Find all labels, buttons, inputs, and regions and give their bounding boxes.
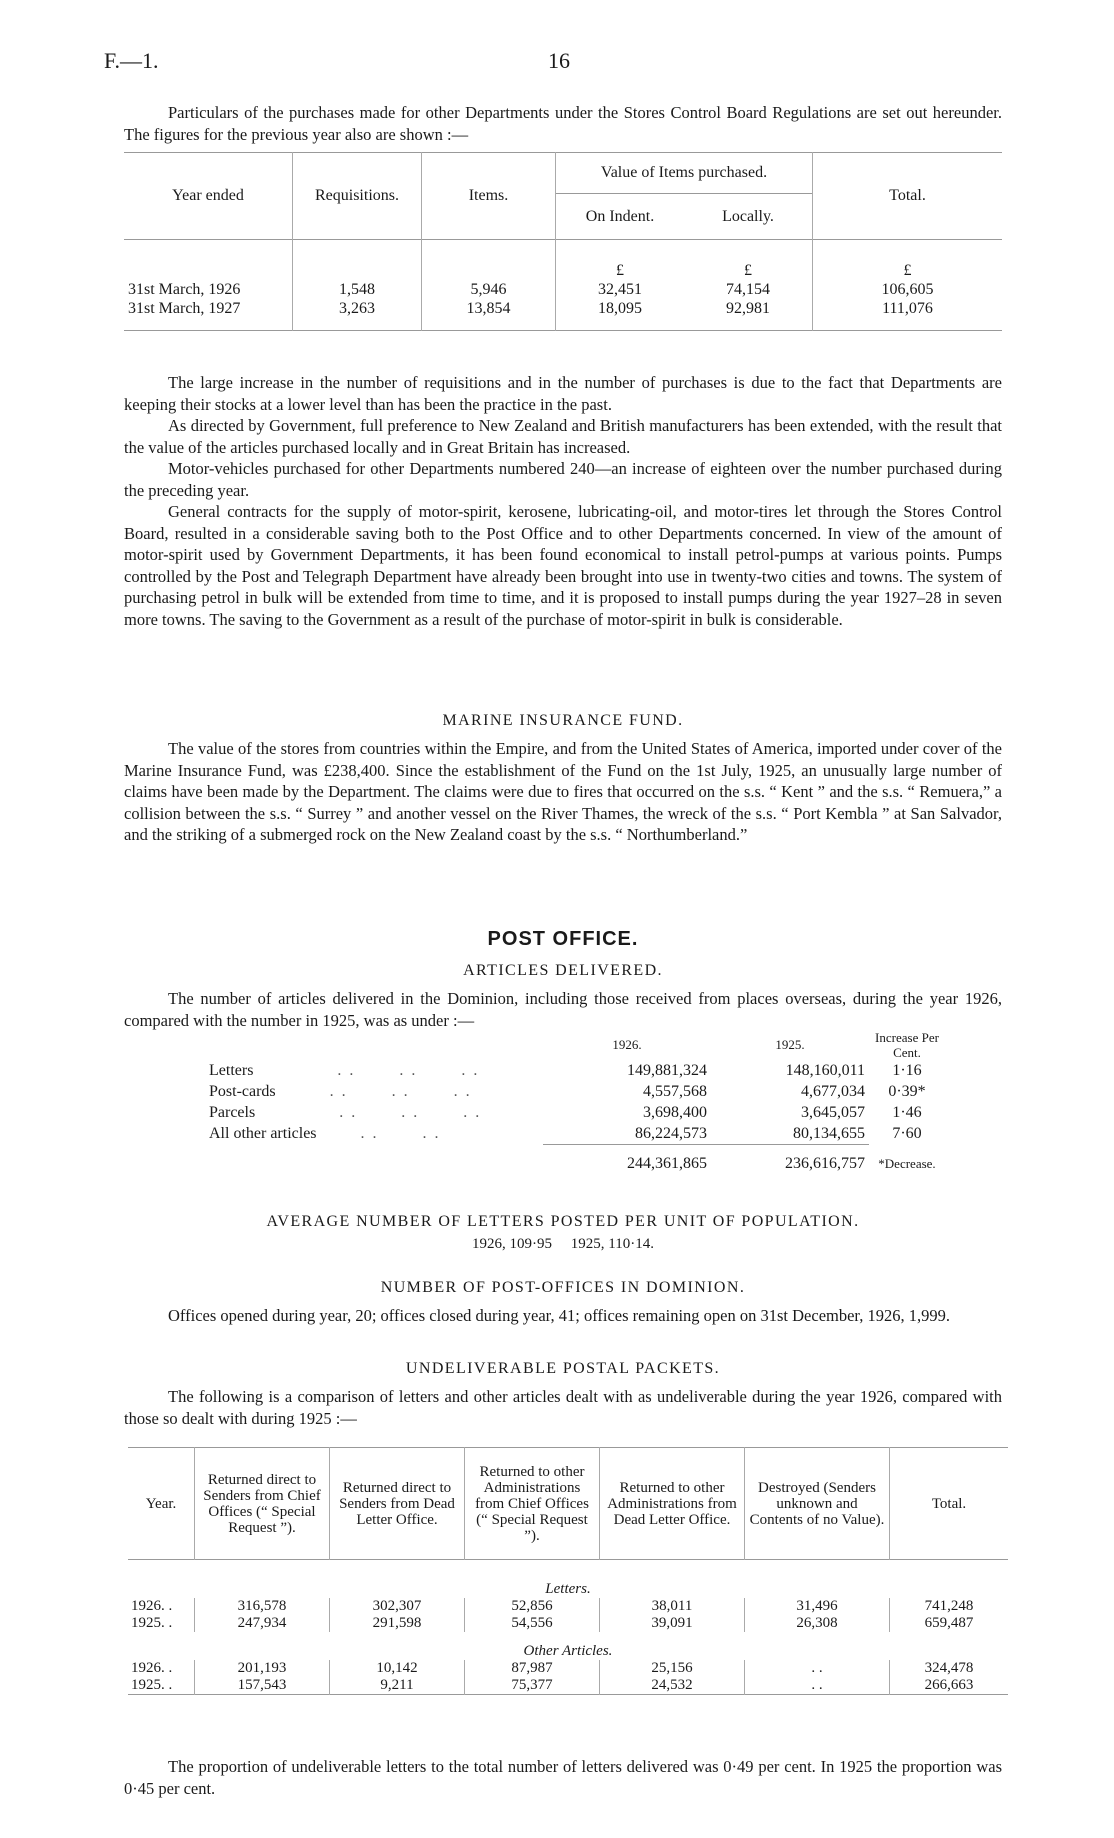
cell: . . bbox=[745, 1677, 890, 1695]
row-items: 13,854 bbox=[422, 300, 556, 331]
offices-paragraph: Offices opened during year, 20; offices closed during year, 41; offices remaining open on 31st December, 1926, 1,999. bbox=[168, 1306, 951, 1325]
value-1925: 80,134,655 bbox=[793, 1124, 865, 1142]
row-year: 31st March, 1927 bbox=[128, 299, 241, 317]
value-1926: 3,698,400 bbox=[643, 1103, 707, 1121]
table-row bbox=[205, 1102, 945, 1123]
col-admin-dead-letter: Returned to other Administrations from Dead Letter Office. bbox=[600, 1448, 745, 1560]
document-reference: F.—1. bbox=[104, 48, 159, 73]
col-returned-chief: Returned direct to Senders from Chief Offices (“ Special Request ”). bbox=[195, 1448, 330, 1560]
paragraph: General contracts for the supply of motor-spirit, kerosene, lubricating-oil, and motor-tires let through the Stores Control Board, resulted in a considerable saving both to the Post Office and to other Departments concerned. In view of the amount of motor-spirit used by Government Departments, it has been found economical to install petrol-pumps at various points. Pumps controlled by the Post and Telegraph Department have already been brought into use in twenty-two cities and towns. The system of purchasing petrol in bulk will be extended from time to time, and it is proposed to install pumps during the year 1927–28 in seven more towns. The saving to the Government as a result of the purchase of motor-spirit in bulk is considerable. bbox=[124, 502, 1002, 629]
currency-indent: £ bbox=[556, 240, 685, 280]
row-indent: 32,451 bbox=[556, 280, 685, 300]
row-total: 106,605 bbox=[813, 280, 1003, 300]
intro-paragraph: Particulars of the purchases made for other Departments under the Stores Control Board Regulations are set out hereunder. The figures for the previous year also are shown :— bbox=[124, 103, 1002, 144]
cell: . . bbox=[745, 1660, 890, 1677]
table-row bbox=[205, 1123, 945, 1145]
col-returned-dead-letter: Returned direct to Senders from Dead Letter Office. bbox=[330, 1448, 465, 1560]
articles-table bbox=[205, 1030, 945, 1183]
currency-total: £ bbox=[813, 240, 1003, 280]
col-admin-chief: Returned to other Administrations from Chief Offices (“ Special Request ”). bbox=[465, 1448, 600, 1560]
articles-block bbox=[124, 988, 1002, 1031]
value-1926: 86,224,573 bbox=[635, 1124, 707, 1142]
increase: 1·16 bbox=[892, 1061, 922, 1079]
row-total: 111,076 bbox=[813, 300, 1003, 331]
marine-insurance-heading: MARINE INSURANCE FUND. bbox=[442, 712, 684, 729]
cell: 87,987 bbox=[465, 1660, 600, 1677]
row-label: Post-cards bbox=[209, 1082, 276, 1100]
row-year: 31st March, 1926 bbox=[128, 280, 241, 298]
undeliverable-intro: The following is a comparison of letters and other articles dealt with as undeliverable during the year 1926, compared with those so dealt with during 1925 :— bbox=[124, 1387, 1002, 1428]
col-value-purchased: Value of Items purchased. bbox=[556, 153, 813, 194]
offices-block bbox=[124, 1305, 1002, 1327]
leader-dots: . . bbox=[360, 1124, 379, 1142]
closing-block bbox=[124, 1756, 1002, 1799]
col-total: Total. bbox=[813, 153, 1003, 240]
leader-dots: . . bbox=[337, 1061, 356, 1079]
total-1925: 236,616,757 bbox=[711, 1145, 869, 1183]
value-1925: 4,677,034 bbox=[801, 1082, 865, 1100]
cell: 247,934 bbox=[195, 1615, 330, 1632]
col-destroyed: Destroyed (Senders unknown and Contents of no Value). bbox=[745, 1448, 890, 1560]
table-row bbox=[205, 1081, 945, 1102]
purchases-notes bbox=[124, 372, 1002, 630]
cell: 54,556 bbox=[465, 1615, 600, 1632]
undeliverable-block bbox=[124, 1386, 1002, 1429]
purchases-table bbox=[124, 152, 1002, 331]
row-label: Parcels bbox=[209, 1103, 256, 1121]
leader-dots: . . bbox=[461, 1061, 480, 1079]
row-year: 1926. . bbox=[131, 1597, 173, 1614]
cell: 201,193 bbox=[195, 1660, 330, 1677]
cell: 302,307 bbox=[330, 1598, 465, 1615]
col-1926: 1926. bbox=[612, 1037, 642, 1052]
post-office-heading: POST OFFICE. bbox=[487, 928, 639, 950]
page-number: 16 bbox=[548, 48, 570, 73]
col-requisitions: Requisitions. bbox=[293, 153, 422, 240]
decrease-footnote: *Decrease. bbox=[878, 1155, 936, 1171]
cell: 24,532 bbox=[600, 1677, 745, 1695]
cell: 38,011 bbox=[600, 1598, 745, 1615]
section-other-articles: Other Articles. bbox=[523, 1642, 613, 1659]
table-row bbox=[128, 1660, 1008, 1677]
leader-dots: . . bbox=[391, 1082, 410, 1100]
row-locally: 74,154 bbox=[726, 280, 770, 298]
value-1925: 3,645,057 bbox=[801, 1103, 865, 1121]
leader-dots: . . bbox=[401, 1103, 420, 1121]
row-locally: 92,981 bbox=[726, 299, 770, 317]
cell: 10,142 bbox=[330, 1660, 465, 1677]
post-offices-heading: NUMBER OF POST-OFFICES IN DOMINION. bbox=[380, 1279, 746, 1296]
undeliverable-heading: UNDELIVERABLE POSTAL PACKETS. bbox=[405, 1360, 721, 1377]
col-increase: Increase Per Cent. bbox=[875, 1030, 939, 1060]
table-row bbox=[124, 300, 1002, 331]
col-on-indent: On Indent. bbox=[556, 194, 685, 240]
articles-intro: The number of articles delivered in the Dominion, including those received from places overseas, during the year 1926, compared with the number in 1925, was as under :— bbox=[124, 989, 1002, 1030]
table-row bbox=[124, 280, 1002, 300]
row-year: 1925. . bbox=[131, 1676, 173, 1693]
currency-locally: £ bbox=[744, 261, 752, 279]
row-year: 1926. . bbox=[131, 1659, 173, 1676]
leader-dots: . . bbox=[329, 1082, 348, 1100]
average-letters-heading: AVERAGE NUMBER OF LETTERS POSTED PER UNIT OF POPULATION. bbox=[266, 1213, 860, 1230]
cell-total: 266,663 bbox=[890, 1677, 1009, 1695]
total-1926: 244,361,865 bbox=[543, 1145, 711, 1183]
section-letters: Letters. bbox=[545, 1580, 591, 1597]
paragraph: As directed by Government, full preference to New Zealand and British manufacturers has been extended, with the result that the value of the articles purchased locally and in Great Britain has increased. bbox=[124, 416, 1002, 457]
increase: 1·46 bbox=[892, 1103, 922, 1121]
closing-paragraph: The proportion of undeliverable letters to the total number of letters delivered was 0·49 per cent. In 1925 the proportion was 0·45 per cent. bbox=[124, 1757, 1002, 1798]
cell: 31,496 bbox=[745, 1598, 890, 1615]
cell: 9,211 bbox=[330, 1677, 465, 1695]
paragraph: Motor-vehicles purchased for other Departments numbered 240—an increase of eighteen over the number purchased during the preceding year. bbox=[124, 459, 1002, 500]
cell: 157,543 bbox=[195, 1677, 330, 1695]
col-total: Total. bbox=[890, 1448, 1009, 1560]
row-label: All other articles bbox=[209, 1124, 317, 1142]
cell: 291,598 bbox=[330, 1615, 465, 1632]
row-year: 1925. . bbox=[131, 1614, 173, 1631]
undeliverable-table bbox=[128, 1447, 1008, 1695]
cell-total: 659,487 bbox=[890, 1615, 1009, 1632]
cell: 26,308 bbox=[745, 1615, 890, 1632]
col-items: Items. bbox=[422, 153, 556, 240]
marine-paragraph: The value of the stores from countries within the Empire, and from the United States of America, imported under cover of the Marine Insurance Fund, was £238,400. Since the establishment of the Fund on the 1st July, 1925, an unusually large number of claims have been made by the Department. The claims were due to fires that occurred on the s.s. “ Kent ” and the s.s. “ Remuera,” a collision between the s.s. “ Surrey ” and another vessel on the River Thames, the wreck of the s.s. “ Port Kembla ” at San Salvador, and the striking of a submerged rock on the New Zealand coast by the s.s. “ Northumberland.” bbox=[124, 739, 1002, 844]
cell: 52,856 bbox=[465, 1598, 600, 1615]
col-1925: 1925. bbox=[775, 1037, 805, 1052]
col-year: Year. bbox=[145, 1495, 177, 1512]
cell: 39,091 bbox=[600, 1615, 745, 1632]
cell: 316,578 bbox=[195, 1598, 330, 1615]
table-row bbox=[205, 1060, 945, 1081]
table-row bbox=[128, 1598, 1008, 1615]
average-letters-values: 1926, 109·95 1925, 110·14. bbox=[472, 1236, 654, 1252]
table-row bbox=[128, 1677, 1008, 1695]
row-label: Letters bbox=[209, 1061, 254, 1079]
leader-dots: . . bbox=[399, 1061, 418, 1079]
row-items: 5,946 bbox=[422, 280, 556, 300]
cell-total: 324,478 bbox=[890, 1660, 1009, 1677]
articles-delivered-heading: ARTICLES DELIVERED. bbox=[463, 962, 663, 979]
leader-dots: . . bbox=[453, 1082, 472, 1100]
increase: 7·60 bbox=[892, 1124, 922, 1142]
cell-total: 741,248 bbox=[890, 1598, 1009, 1615]
increase: 0·39* bbox=[888, 1082, 926, 1100]
value-1925: 148,160,011 bbox=[785, 1061, 865, 1079]
col-year-ended: Year ended bbox=[172, 187, 244, 204]
leader-dots: . . bbox=[463, 1103, 482, 1121]
cell: 75,377 bbox=[465, 1677, 600, 1695]
cell: 25,156 bbox=[600, 1660, 745, 1677]
intro-block bbox=[124, 102, 1002, 145]
col-locally: Locally. bbox=[684, 194, 813, 240]
value-1926: 4,557,568 bbox=[643, 1082, 707, 1100]
leader-dots: . . bbox=[422, 1124, 441, 1142]
paragraph: The large increase in the number of requisitions and in the number of purchases is due to the fact that Departments are keeping their stocks at a lower level than has been the practice in the past. bbox=[124, 373, 1002, 414]
row-indent: 18,095 bbox=[556, 300, 685, 331]
marine-block bbox=[124, 738, 1002, 846]
table-row bbox=[128, 1615, 1008, 1632]
leader-dots: . . bbox=[339, 1103, 358, 1121]
row-requisitions: 3,263 bbox=[293, 300, 422, 331]
value-1926: 149,881,324 bbox=[627, 1061, 707, 1079]
row-requisitions: 1,548 bbox=[293, 280, 422, 300]
